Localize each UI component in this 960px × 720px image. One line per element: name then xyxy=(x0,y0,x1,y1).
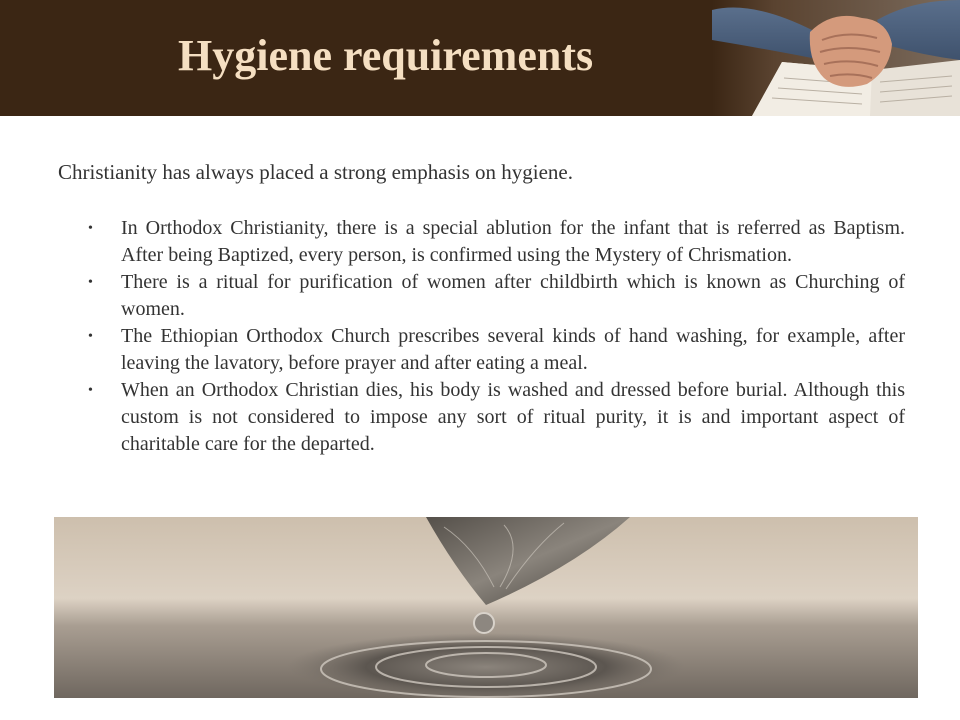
intro-text: Christianity has always placed a strong emphasis on hygiene. xyxy=(58,160,573,184)
bullet-icon: • xyxy=(88,383,93,398)
bullet-icon: • xyxy=(88,275,93,290)
bullet-text: There is a ritual for purification of women after childbirth which is known as Churching of women. xyxy=(121,271,905,320)
list-item xyxy=(88,323,905,377)
list-item xyxy=(88,269,905,323)
water-drop-photo xyxy=(54,517,918,698)
bullet-list xyxy=(88,215,905,458)
praying-hands-photo xyxy=(712,0,960,116)
slide-title: Hygiene requirements xyxy=(178,31,594,80)
bullet-icon: • xyxy=(88,221,93,236)
bullet-icon: • xyxy=(88,329,93,344)
list-item xyxy=(88,215,905,269)
bullet-text: When an Orthodox Christian dies, his body is washed and dressed before burial. Although this custom is not considered to impose any sort of ritual purity, it is and important aspect of charitable care for the departed. xyxy=(121,379,905,455)
bullet-text: The Ethiopian Orthodox Church prescribes several kinds of hand washing, for example, after leaving the lavatory, before prayer and after eating a meal. xyxy=(121,325,905,374)
bullet-text: In Orthodox Christianity, there is a special ablution for the infant that is referred as Baptism. After being Baptized, every person, is confirmed using the Mystery of Chrismation. xyxy=(121,217,905,266)
list-item xyxy=(88,377,905,458)
header-banner xyxy=(0,0,960,116)
